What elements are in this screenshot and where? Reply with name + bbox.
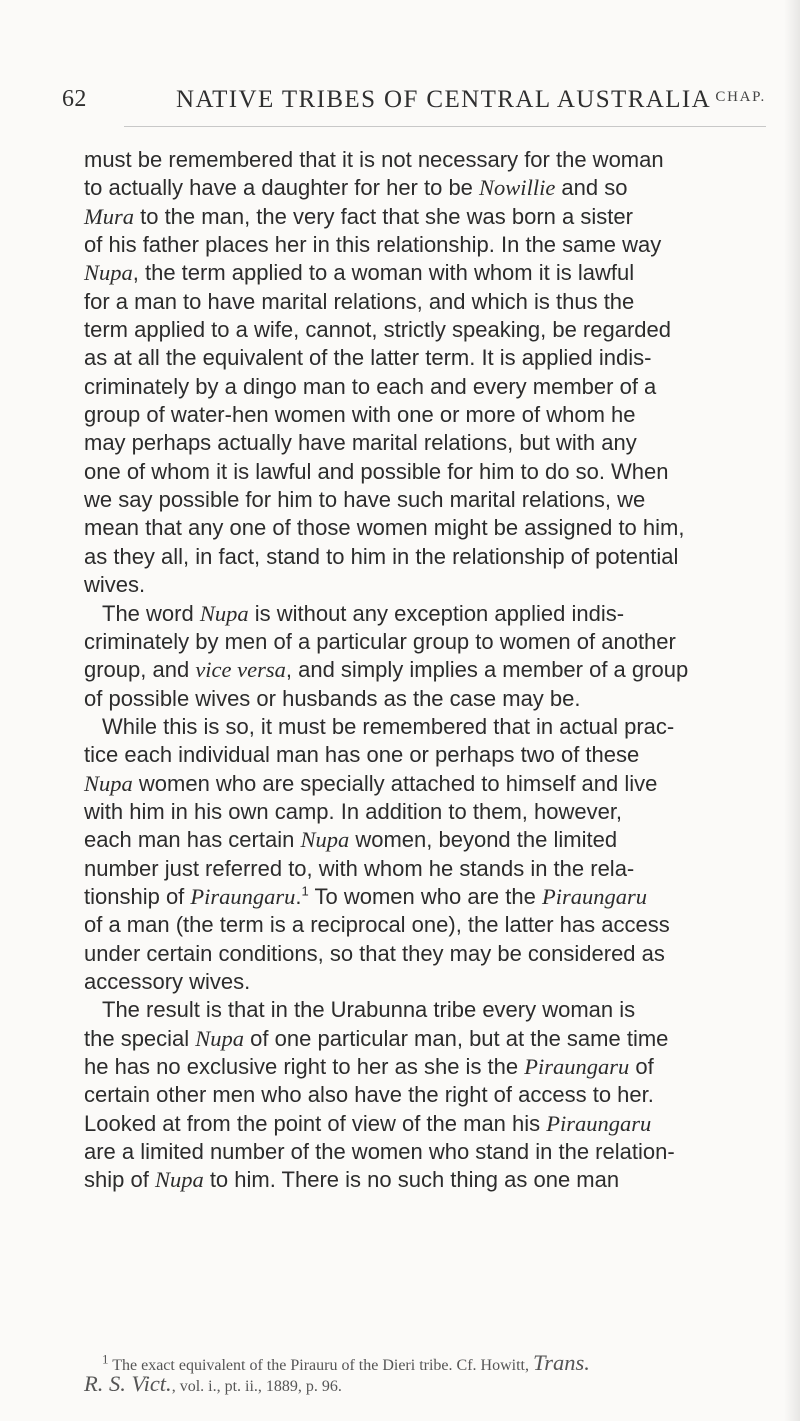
text-line: Mura to the man, the very fact that she was born a sister: [84, 203, 633, 229]
text-line: with him in his own camp. In addition to them, however,: [84, 798, 623, 824]
text-line: the special Nupa of one particular man, but at the same time: [84, 1025, 669, 1051]
text-line: for a man to have marital relations, and which is thus the: [84, 288, 635, 314]
text-line: group of water-hen women with one or more of whom he: [84, 402, 636, 428]
footnotes: [84, 1352, 784, 1394]
text-line: we say possible for him to have such marital relations, we: [84, 487, 646, 513]
page-number: 62: [62, 86, 87, 112]
page-header: [62, 86, 766, 114]
text-line: of a man (the term is a reciprocal one), the latter has access: [84, 912, 670, 938]
text-line: as they all, in fact, stand to him in the relationship of potential: [84, 543, 679, 569]
text-line: While this is so, it must be remembered that in actual prac-: [102, 713, 675, 739]
text-line: must be remembered that it is not necessary for the woman: [84, 147, 664, 172]
text-line: criminately by men of a particular group to women of another: [84, 628, 676, 654]
text-line: number just referred to, with whom he stands in the rela-: [84, 855, 635, 881]
text-line: certain other men who also have the right of access to her.: [84, 1082, 654, 1108]
text-line: he has no exclusive right to her as she is the Piraungaru of: [84, 1054, 654, 1079]
text-line: criminately by a dingo man to each and every member of a: [84, 373, 657, 399]
text-line: group, and vice versa, and simply implies a member of a group: [84, 657, 689, 683]
text-line: The result is that in the Urabunna tribe every woman is: [102, 997, 636, 1023]
text-line: accessory wives.: [84, 968, 251, 994]
text-line: ship of Nupa to him. There is no such thing as one man: [84, 1167, 620, 1193]
footnote-line: R. S. Vict., vol. i., pt. ii., 1889, p. 96.: [84, 1371, 342, 1396]
text-line: tice each individual man has one or perhaps two of these: [84, 742, 640, 768]
footnote-marker: 1: [102, 1351, 109, 1367]
text-line: wives.: [84, 572, 146, 598]
text-line: of possible wives or husbands as the case may be.: [84, 685, 581, 711]
text-line: to actually have a daughter for her to be Nowillie and so: [84, 175, 628, 201]
text-line: mean that any one of those women might be assigned to him,: [84, 515, 685, 541]
footnote-line: $^1$ The exact equivalent of the Pirauru of the Dieri tribe. Cf. Howitt, Trans.: [102, 1350, 590, 1375]
text-line: of his father places her in this relationship. In the same way: [84, 232, 662, 258]
chapter-label: CHAP.: [715, 89, 766, 105]
text-line: one of whom it is lawful and possible for him to do so. When: [84, 458, 669, 484]
text-line: Nupa, the term applied to a woman with whom it is lawful: [84, 260, 635, 286]
footnote-reference[interactable]: 1: [301, 883, 309, 899]
page-edge-shadow: [784, 0, 800, 1421]
text-line: are a limited number of the women who stand in the relation-: [84, 1139, 675, 1165]
text-line: Looked at from the point of view of the man his Piraungaru: [84, 1110, 652, 1136]
text-line: each man has certain Nupa women, beyond the limited: [84, 827, 618, 853]
text-line: under certain conditions, so that they may be considered as: [84, 940, 665, 966]
running-title: NATIVE TRIBES OF CENTRAL AUSTRALIA: [176, 86, 712, 113]
header-divider: [124, 126, 766, 127]
text-line: tionship of Piraungaru.$^1$ To women who are the Piraungaru: [84, 883, 647, 909]
text-line: term applied to a wife, cannot, strictly speaking, be regarded: [84, 317, 671, 343]
text-line: as at all the equivalent of the latter term. It is applied indis-: [84, 345, 652, 371]
text-line: Nupa women who are specially attached to himself and live: [84, 770, 658, 796]
body-text: [84, 146, 784, 1195]
text-line: may perhaps actually have marital relations, but with any: [84, 430, 637, 456]
text-line: The word Nupa is without any exception applied indis-: [102, 600, 625, 626]
